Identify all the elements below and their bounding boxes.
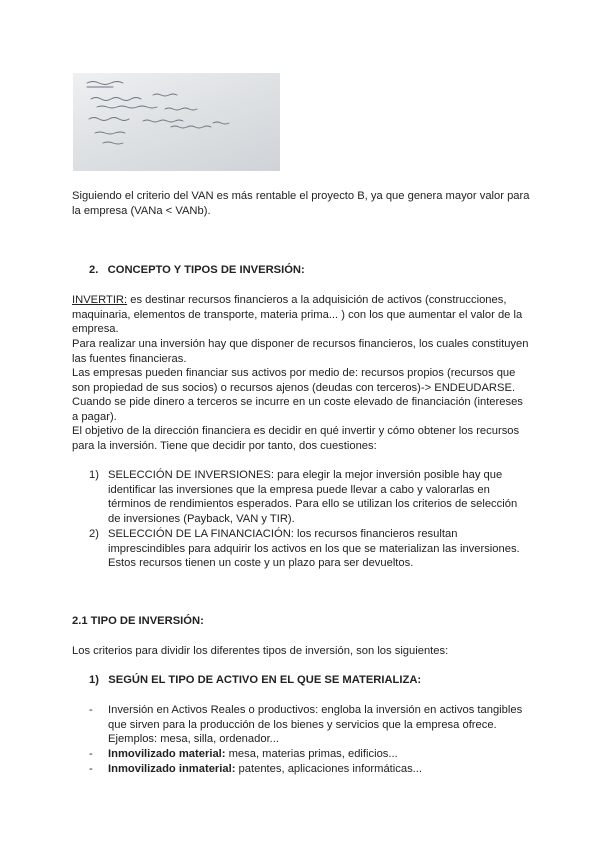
bullet-dash: - xyxy=(89,704,93,716)
list-number: 1) xyxy=(89,469,99,481)
bullet-rest: patentes, aplicaciones informáticas... xyxy=(235,763,423,775)
paragraph-recursos: Para realizar una inversión hay que disponer de recursos financieros, los cuales constituyen las fuentes financieras. xyxy=(72,338,529,365)
paragraph-financiar: Las empresas pueden financiar sus activos por medio de: recursos propios (recursos que son propiedad de sus socios) o recursos ajenos (deudas con terceros)-> ENDEUDARSE. xyxy=(72,367,516,394)
section-2-number: 2. xyxy=(89,264,99,276)
section-2-title: CONCEPTO Y TIPOS DE INVERSIÓN: xyxy=(107,264,305,276)
list-text: SELECCIÓN DE LA FINANCIACIÓN: los recursos financieros resultan imprescindibles para adquirir los activos en los que se materializan las inversiones. Estos recursos tienen un coste y un plazo para ser devueltos. xyxy=(108,528,520,570)
section-2-1-heading: 2.1 TIPO DE INVERSIÓN: xyxy=(72,615,204,627)
bullet-text xyxy=(108,747,528,762)
bullet-bold: Inmovilizado inmaterial: xyxy=(108,763,236,775)
bullet-rest: mesa, materias primas, edificios... xyxy=(225,748,398,760)
bullet-dash: - xyxy=(89,763,93,775)
bullet-bold: Inmovilizado material: xyxy=(108,748,226,760)
invertir-paragraph xyxy=(72,293,532,337)
invertir-term: INVERTIR: xyxy=(72,294,128,306)
criterio-1-number: 1) xyxy=(89,674,99,686)
whiteboard-photo xyxy=(73,73,280,171)
invertir-definition: es destinar recursos financieros a la adquisición de activos (construcciones, maquinaria, elementos de transporte, materia prima... ) con los que aumentar el valor de la empresa. xyxy=(72,294,523,336)
section-2-heading xyxy=(89,264,305,276)
criterio-1-title: SEGÚN EL TIPO DE ACTIVO EN EL QUE SE MATERIALIZA: xyxy=(108,674,422,686)
bullet-dash: - xyxy=(89,748,93,760)
list-text: SELECCIÓN DE INVERSIONES: para elegir la mejor inversión posible hay que identificar las inversiones que la empresa puede llevar a cabo y valorarlas en términos de rendimientos esperados. Para ello se utilizan los criterios de selección de inversiones (Payback, VAN y TIR). xyxy=(108,469,518,525)
bullet-text: Inversión en Activos Reales o productivos: engloba la inversión en activos tangibles que sirven para la producción de los bienes y servicios que la empresa ofrece. Ejemplos: mesa, silla, ordenador... xyxy=(108,704,523,746)
bullet-text xyxy=(108,762,528,777)
intro-paragraph: Siguiendo el criterio del VAN es más rentable el proyecto B, ya que genera mayor valor para la empresa (VANa < VANb). xyxy=(72,190,530,217)
paragraph-terceros: Cuando se pide dinero a terceros se incurre en un coste elevado de financiación (intereses a pagar). xyxy=(72,396,523,423)
list-number: 2) xyxy=(89,528,99,540)
paragraph-objetivo: El objetivo de la dirección financiera es decidir en qué invertir y cómo obtener los recursos para la inversión. Tiene que decidir por tanto, dos cuestiones: xyxy=(72,425,520,452)
whiteboard-scribbles xyxy=(73,73,280,171)
criterio-1-heading xyxy=(89,674,421,686)
section-2-1-intro: Los criterios para dividir los diferentes tipos de inversión, son los siguientes: xyxy=(72,645,449,657)
